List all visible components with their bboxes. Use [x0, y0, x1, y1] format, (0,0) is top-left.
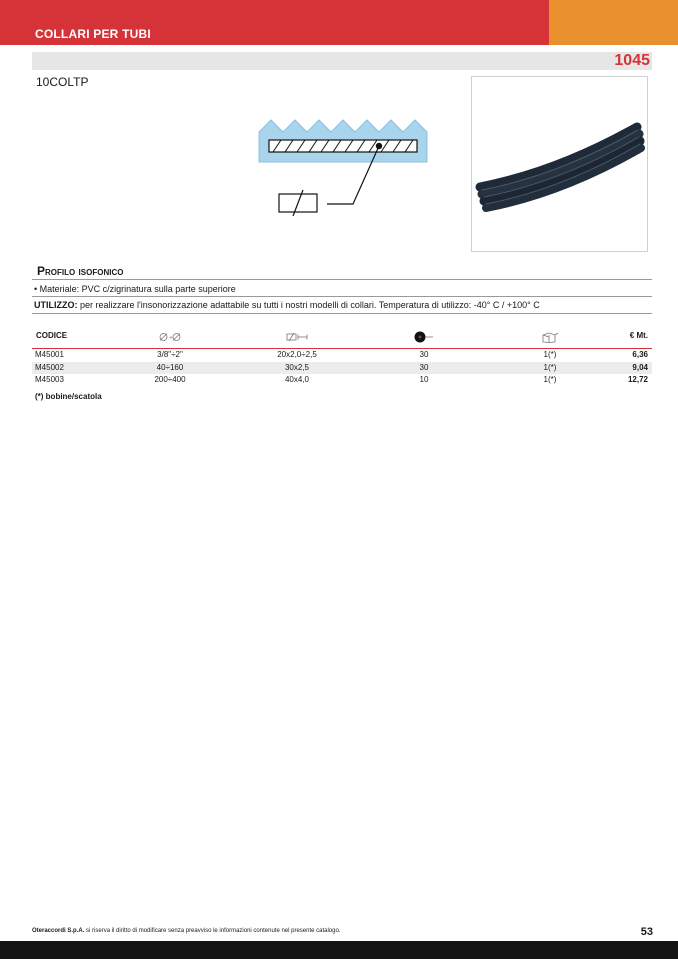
cell-codice: M45001 [35, 350, 64, 359]
footer-disclaimer [32, 927, 341, 935]
cell-section: 20x2,0÷2,5 [277, 350, 317, 359]
product-code: 10COLTP [36, 75, 89, 89]
page-title: COLLARI PER TUBI [35, 27, 151, 41]
cell-diameter: 3/8"÷2" [157, 350, 183, 359]
page-code-band [32, 52, 652, 70]
cell-prezzo: 6,36 [632, 350, 648, 359]
table-header [32, 328, 652, 349]
profile-strips-image [472, 77, 647, 251]
cell-metri: 30 [419, 350, 429, 359]
cell-conf: 1(*) [543, 362, 557, 372]
cell-conf: 1(*) [543, 375, 557, 384]
usage-text: per realizzare l'insonorizzazione adattabile su tutti i nostri modelli di collari. Temperatura di utilizzo: -40° C / +100° C [77, 300, 540, 310]
divider [32, 313, 652, 314]
cell-prezzo: 9,04 [632, 362, 648, 372]
cell-codice: M45002 [35, 362, 64, 372]
bottom-bar [0, 941, 678, 959]
column-header-codice: CODICE [36, 331, 68, 340]
cell-metri: 10 [419, 375, 429, 384]
footer-text: si riserva il diritto di modificare senza preavviso le informazioni contenute nel presente catalogo. [84, 928, 341, 934]
product-table [32, 328, 652, 387]
cell-diameter: 40÷160 [156, 362, 184, 372]
cell-metri: 30 [419, 362, 429, 372]
cell-codice: M45003 [35, 375, 64, 384]
profile-section-icon [286, 332, 308, 342]
product-photo [471, 76, 648, 252]
box-quantity-icon [541, 331, 559, 343]
page-number: 53 [640, 926, 653, 938]
header-accent [549, 0, 678, 45]
divider [32, 279, 652, 280]
svg-text:÷: ÷ [168, 334, 174, 342]
cell-diameter: 200÷400 [154, 375, 186, 384]
table-row [32, 349, 652, 362]
usage-line [34, 300, 540, 311]
usage-label: UTILIZZO: [34, 300, 78, 310]
column-header-price: € Mt. [629, 331, 648, 340]
table-row [32, 362, 652, 375]
table-row [32, 374, 652, 387]
material-spec: • Materiale: PVC c/zigrinatura sulla parte superiore [34, 284, 236, 294]
cell-section: 40x4,0 [284, 375, 310, 384]
cell-conf: 1(*) [543, 350, 557, 359]
table-footnote: (*) bobine/scatola [35, 392, 102, 401]
page-code: 1045 [614, 52, 650, 69]
profile-section-diagram [255, 112, 433, 222]
cell-section: 30x2,5 [284, 362, 310, 372]
cell-prezzo: 12,72 [627, 375, 648, 384]
section-title: Profilo isofonico [37, 264, 124, 278]
divider [32, 296, 652, 297]
footer-company: Oteraccordi S.p.A. [32, 928, 85, 934]
pipe-diameter-icon [159, 332, 181, 342]
coil-length-icon [414, 331, 434, 343]
